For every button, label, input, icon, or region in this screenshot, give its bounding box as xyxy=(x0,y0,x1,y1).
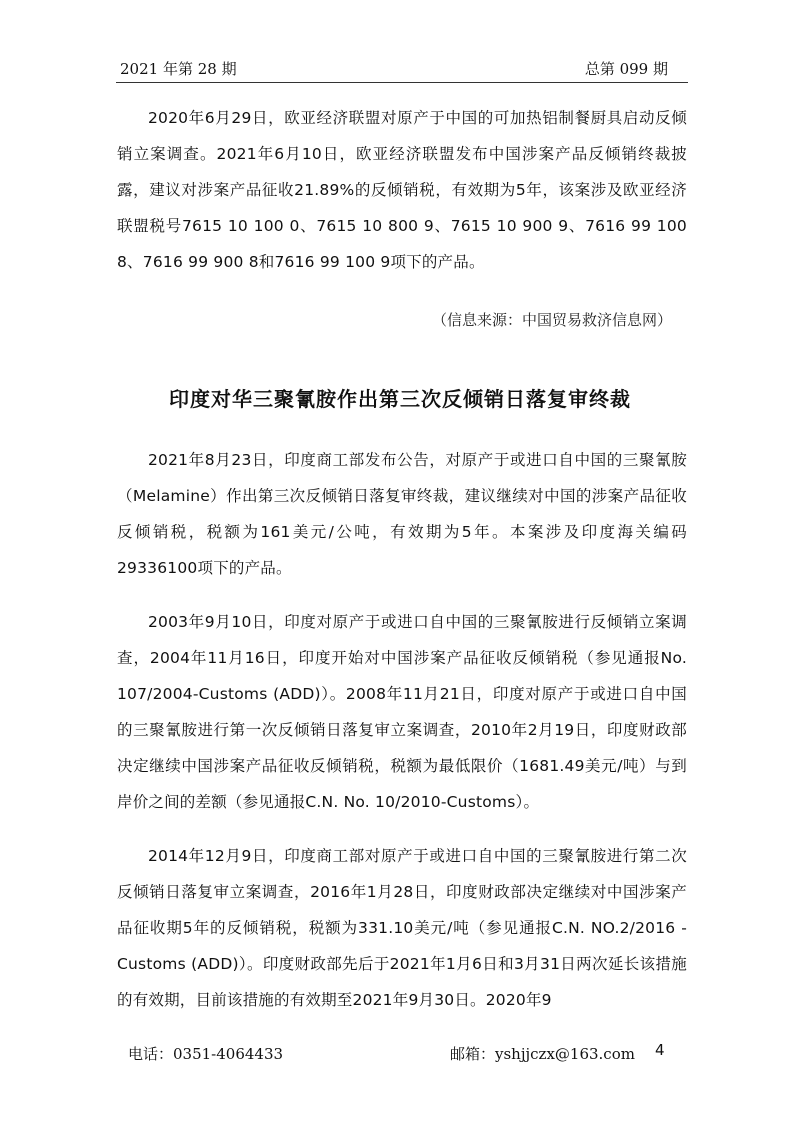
article-paragraph: 2003年9月10日，印度对原产于或进口自中国的三聚氰胺进行反倾销立案调查，2004年11月16日，印度开始对中国涉案产品征收反倾销税（参见通报No. 107/2004-Customs (ADD)）。2008年11月21日，印度对原产于或进口自中国的三聚氰胺进行第一次反倾销日落复审立案调查，2010年2月19日，印度财政部决定继续中国涉案产品征收反倾销税，税额为最低限价（1681.49美元/吨）与到岸价之间的差额（参见通报C.N. No. 10/2010-Customs）。 xyxy=(117,613,687,811)
contact-email: 邮箱：yshjjczx@163.com xyxy=(450,1045,635,1063)
total-issue-number: 总第 099 期 xyxy=(584,60,668,78)
article-paragraph: 2020年6月29日，欧亚经济联盟对原产于中国的可加热铝制餐厨具启动反倾销立案调查。2021年6月10日，欧亚经济联盟发布中国涉案产品反倾销终裁披露，建议对涉案产品征收21.89%的反倾销税，有效期为5年，该案涉及欧亚经济联盟税号7615 10 100 0、7615 10 800 9、7615 10 900 9、7616 99 100 8、7616 99 900 8和7616 99 100 9项下的产品。 xyxy=(117,109,687,271)
article-paragraph: 2021年8月23日，印度商工部发布公告，对原产于或进口自中国的三聚氰胺（Melamine）作出第三次反倾销日落复审终裁，建议继续对中国的涉案产品征收反倾销税，税额为161美元/公吨，有效期为5年。本案涉及印度海关编码29336100项下的产品。 xyxy=(117,451,687,577)
contact-phone: 电话：0351-4064433 xyxy=(128,1045,284,1063)
page-number: 4 xyxy=(655,1041,665,1059)
info-source: （信息来源：中国贸易救济信息网） xyxy=(431,311,672,329)
issue-number: 2021 年第 28 期 xyxy=(120,60,237,78)
article-paragraph: 2014年12月9日，印度商工部对原产于或进口自中国的三聚氰胺进行第二次反倾销日落复审立案调查，2016年1月28日，印度财政部决定继续对中国涉案产品征收期5年的反倾销税，税额为331.10美元/吨（参见通报C.N. NO.2/2016 - Customs (ADD)）。印度财政部先后于2021年1月6日和3月31日两次延长该措施的有效期，目前该措施的有效期至2021年9月30日。2020年9 xyxy=(117,847,687,1009)
page-footer xyxy=(0,1043,800,1067)
page-header xyxy=(116,54,688,83)
article-title: 印度对华三聚氰胺作出第三次反倾销日落复审终裁 xyxy=(169,387,631,411)
